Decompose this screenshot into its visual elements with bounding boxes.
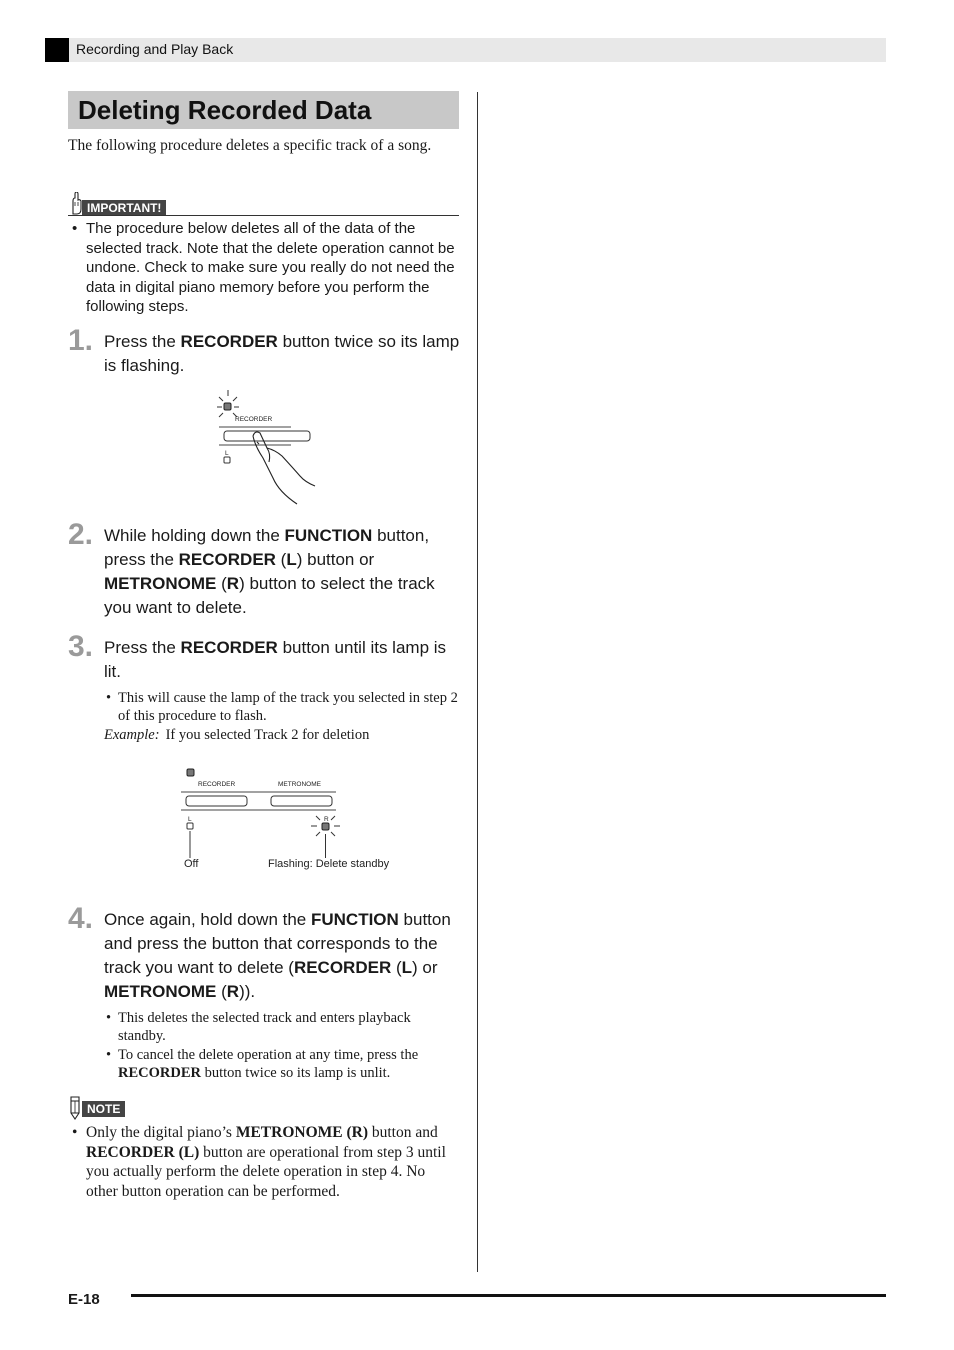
note-label: NOTE xyxy=(82,1101,125,1117)
example-text: If you selected Track 2 for deletion xyxy=(165,727,370,743)
example-label: Example: xyxy=(104,727,160,743)
note-text: • Only the digital piano’s METRONOME (R) button and RECORDER (L) button are operational from step 3 until you actually perform the delete operation in step 4. No other button operation can be performed. xyxy=(72,1124,446,1200)
finger-icon xyxy=(253,432,315,504)
column-divider xyxy=(477,92,478,1272)
step-1-number: 1. xyxy=(68,324,94,357)
diagram2-metronome-label: METRONOME xyxy=(278,781,321,788)
running-header xyxy=(45,38,886,62)
step-1-text: Press the RECORDER button twice so its lamp is flashing. xyxy=(104,332,460,375)
step-2-number: 2. xyxy=(68,518,94,551)
step-3-example xyxy=(104,726,369,744)
caption-off: Off xyxy=(184,858,199,870)
header-title: Recording and Play Back xyxy=(76,41,234,57)
recorder-press-illustration xyxy=(205,386,325,508)
diagram2-lamp-r-label: R xyxy=(324,816,329,823)
step-3-number: 3. xyxy=(68,630,94,663)
important-text: The procedure below deletes all of the data of the selected track. Note that the delete operation cannot be undone. Check to make sure you really do not need the data in digital piano memory before you perform the following steps. xyxy=(86,220,455,315)
step-4-text: Once again, hold down the FUNCTION button and press the button that corresponds to the track you want to delete (RECORDER (L) or METRONOME (R)). xyxy=(104,910,451,1001)
diagram1-lamp-label: L xyxy=(225,450,229,457)
step-4-number: 4. xyxy=(68,902,94,935)
step-3-bullet: • This will cause the lamp of the track you selected in step 2 of this procedure to flash. xyxy=(106,690,458,724)
important-text-item: • The procedure below deletes all of the data of the selected track. Note that the delete operation cannot be undone. Check to make sure you really do not need the data in digital piano memory before you perform the following steps. xyxy=(72,220,455,315)
intro-paragraph: The following procedure deletes a specific track of a song. xyxy=(68,137,432,154)
section-title: Deleting Recorded Data xyxy=(78,95,372,125)
page-number: E-18 xyxy=(68,1291,100,1308)
diagram2-lamp-l-label: L xyxy=(188,816,192,823)
step-3-text: Press the RECORDER button until its lamp is lit. xyxy=(104,638,447,681)
section-title-box xyxy=(68,91,459,129)
important-label: IMPORTANT! xyxy=(82,200,166,216)
header-marker xyxy=(45,38,69,62)
step-4-bullet-1: • This deletes the selected track and enters playback standby. xyxy=(106,1010,411,1044)
track-lamp-diagram xyxy=(176,764,346,860)
step-4-bullet-2: • To cancel the delete operation at any time, press the RECORDER button twice so its lamp is unlit. xyxy=(106,1047,419,1081)
important-rule xyxy=(68,215,459,216)
diagram2-recorder-label: RECORDER xyxy=(198,781,236,788)
diagram1-button-label: RECORDER xyxy=(235,416,273,423)
pencil-icon xyxy=(68,1096,82,1120)
footer-rule xyxy=(131,1294,886,1297)
step-2-text: While holding down the FUNCTION button, press the RECORDER (L) button or METRONOME (R) button to select the track you want to delete. xyxy=(104,526,435,617)
caption-flashing: Flashing: Delete standby xyxy=(268,858,390,870)
